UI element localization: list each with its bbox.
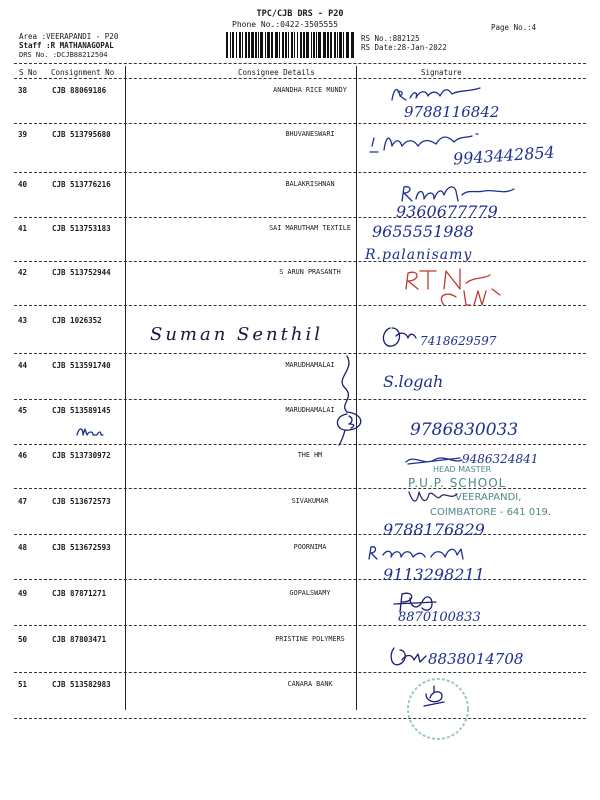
row-consignee: GOPALSWAMY: [289, 589, 331, 597]
phone-handwritten-48: 9113298211: [383, 565, 485, 584]
row-consignment: CJB 513795680: [52, 130, 111, 139]
row-consignee: MARUDHAMALAI: [285, 406, 335, 414]
row-serial: 40: [18, 180, 28, 189]
phone-handwritten-38: 9788116842: [404, 103, 500, 121]
drs-number: DRS No. :DCJB88212504: [19, 51, 108, 59]
rs-date: RS Date:28-Jan-2022: [361, 43, 447, 52]
phone-handwritten-41: 9655551988: [372, 222, 474, 241]
row-rule: [14, 444, 586, 445]
page-number: Page No.:4: [491, 23, 537, 32]
phone-handwritten-50: 8838014708: [428, 650, 524, 668]
row-consignment: CJB 513752944: [52, 268, 111, 277]
row-consignment: CJB 513672573: [52, 497, 111, 506]
signature-handwritten-44: S.logah: [383, 372, 444, 391]
row-consignee: CANARA BANK: [287, 680, 333, 688]
column-header-sno: S No: [19, 68, 38, 77]
column-header-details: Consignee Details: [238, 68, 315, 77]
row-serial: 46: [18, 451, 28, 460]
row-rule: [14, 718, 586, 719]
row-rule: [14, 353, 586, 354]
row-consignment: CJB 513582983: [52, 680, 111, 689]
rs-number: RS No.:882125: [361, 34, 420, 43]
barcode-icon: [226, 32, 354, 58]
stamp-line-2: P.U.P. SCHOOL: [408, 476, 507, 490]
row-serial: 44: [18, 361, 28, 370]
row-consignment: CJB 87871271: [52, 589, 107, 598]
row-serial: 50: [18, 635, 28, 644]
row-consignee: THE HM: [297, 451, 323, 459]
row-rule: [14, 625, 586, 626]
row-consignee: ANANDHA RICE MUNDY: [273, 86, 347, 94]
row-rule: [14, 217, 586, 218]
row-consignment: CJB 513730972: [52, 451, 111, 460]
row-rule: [14, 261, 586, 262]
row-consignment: CJB 513589145: [52, 406, 111, 415]
row-consignment: CJB 1026352: [52, 316, 102, 325]
row-consignee: BALAKRISHNAN: [285, 180, 335, 188]
signature-row-47: [407, 488, 459, 506]
row-serial: 45: [18, 406, 28, 415]
row-consignment: CJB 513776216: [52, 180, 111, 189]
row-consignment: CJB 513591740: [52, 361, 111, 370]
header-top-rule: [14, 63, 586, 64]
scribble-mark-44: [325, 352, 370, 447]
row-rule: [14, 172, 586, 173]
column-header-consignment: Consignment No: [51, 68, 115, 77]
stamp-line-4: COIMBATORE - 641 019.: [430, 507, 552, 518]
row-consignee: POORNIMA: [293, 543, 327, 551]
column-header-signature: Signature: [421, 68, 462, 77]
row-serial: 41: [18, 224, 28, 233]
signature-row-38: [388, 84, 493, 104]
row-serial: 49: [18, 589, 28, 598]
phone-handwritten-39: 9943442854: [452, 142, 556, 169]
header-bottom-rule: [14, 78, 586, 79]
table-row: [0, 680, 600, 723]
area-label: Area :VEERAPANDI - P20: [19, 32, 119, 41]
phone-handwritten-49: 8870100833: [398, 610, 481, 625]
table-row: [0, 361, 600, 404]
phone-number: Phone No.:0422-3505555: [232, 20, 338, 29]
row-consignment: CJB 87803471: [52, 635, 107, 644]
faded-stamp-circle: [403, 674, 473, 744]
row-rule: [14, 534, 586, 535]
document-title: TPC/CJB DRS - P20: [256, 9, 344, 19]
row-serial: 47: [18, 497, 28, 506]
row-consignee: MARUDHAMALAI: [285, 361, 335, 369]
consignee-name-handwritten-43: Suman Senthil: [150, 324, 323, 345]
phone-handwritten-47: 9788176829: [383, 520, 485, 539]
row-consignee: SIVAKUMAR: [291, 497, 329, 505]
signature-row-50: [388, 642, 428, 672]
stamp-line-1: HEAD MASTER: [433, 465, 492, 474]
stamp-line-3: VEERAPANDI,: [455, 492, 522, 503]
phone-handwritten-40: 9360677779: [396, 202, 498, 221]
row-serial: 38: [18, 86, 28, 95]
row-consignee: SAI MARUTHAM TEXTILE: [269, 224, 351, 232]
row-serial: 42: [18, 268, 28, 277]
row-rule: [14, 123, 586, 124]
row-consignment: CJB 88069186: [52, 86, 107, 95]
return-note-red-mark: [400, 267, 512, 309]
signature-row-43: [380, 322, 420, 352]
row-rule: [14, 672, 586, 673]
row-consignment: CJB 513672593: [52, 543, 111, 552]
row-consignee: S ARUN PRASANTH: [279, 268, 341, 276]
row-serial: 43: [18, 316, 28, 325]
row-rule: [14, 579, 586, 580]
row-consignee: PRISTINE POLYMERS: [275, 635, 345, 643]
phone-handwritten-45: 9786830033: [410, 420, 519, 440]
phone-handwritten-43: 7418629597: [420, 334, 497, 348]
handwritten-mark-45: [75, 425, 105, 439]
signature-handwritten-42: R.palanisamy: [365, 247, 473, 263]
phone-handwritten-46: 9486324841: [462, 452, 539, 466]
row-consignment: CJB 513753183: [52, 224, 111, 233]
row-serial: 51: [18, 680, 28, 689]
row-consignee: BHUVANESWARI: [285, 130, 335, 138]
return-note-text: [410, 272, 411, 273]
row-serial: 48: [18, 543, 28, 552]
signature-row-48: [365, 543, 475, 563]
staff-label: Staff :R MATHANAGOPAL: [19, 41, 114, 50]
row-rule: [14, 399, 586, 400]
row-serial: 39: [18, 130, 28, 139]
